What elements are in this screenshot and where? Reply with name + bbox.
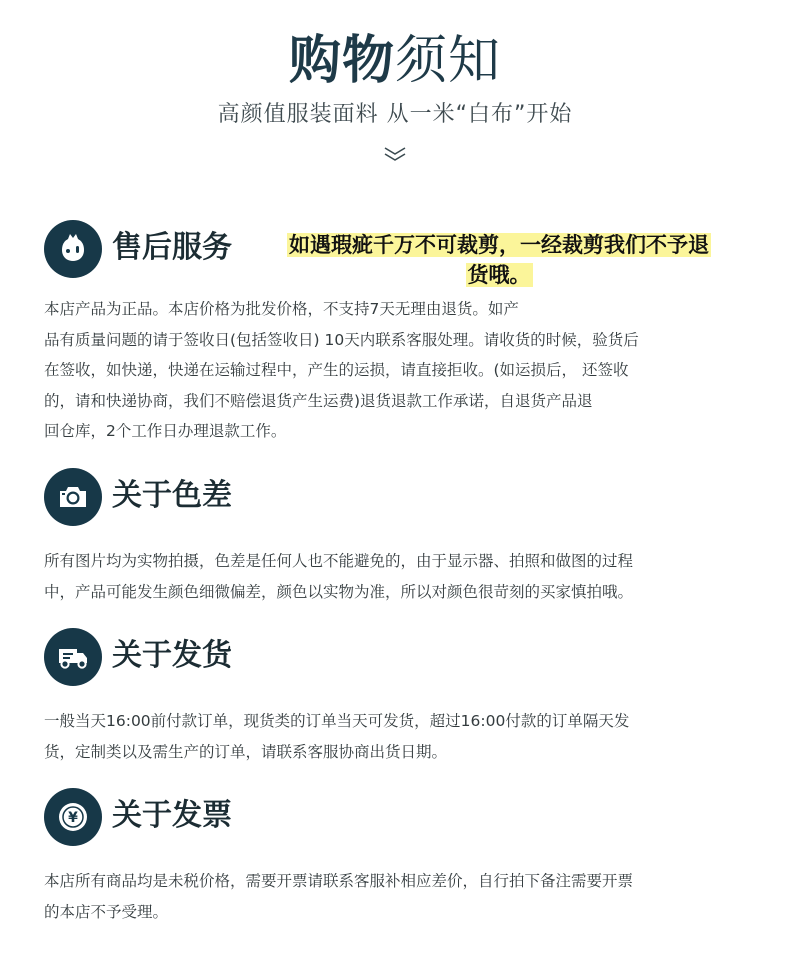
page-header	[0, 28, 790, 164]
section-body	[44, 546, 744, 607]
body-line: 所有图片均为实物拍摄，色差是任何人也不能避免的，由于显示器、拍照和做图的过程	[44, 552, 634, 570]
body-line: 本店所有商品均是未税价格，需要开票请联系客服补相应差价，自行拍下备注需要开票	[44, 872, 634, 890]
warning-line: 如遇瑕疵千万不可裁剪，一经裁剪我们不予退	[289, 233, 709, 257]
section-title: 售后服务	[112, 230, 232, 265]
yen-coin-icon	[44, 788, 102, 846]
warning-highlight	[254, 230, 744, 290]
body-line: 回仓库，2个工作日办理退款工作。	[44, 422, 287, 440]
section-after-sales	[44, 220, 744, 447]
section-shipping	[44, 628, 744, 767]
body-line: 的本店不予受理。	[44, 902, 169, 921]
body-line: 本店产品为正品。本店价格为批发价格，不支持7天无理由退货。如产	[44, 300, 519, 318]
bird-face-icon	[44, 220, 102, 278]
page-subtitle: 高颜值服装面料 从一米“白布”开始	[217, 102, 573, 127]
body-line: 的，请和快递协商，我们不赔偿退货产生运费)退货退款工作承诺，自退货产品退	[44, 391, 593, 410]
svg-text:¥: ¥	[68, 810, 78, 826]
warning-line: 货哦。	[467, 263, 531, 287]
section-header	[44, 468, 744, 530]
section-header	[44, 628, 744, 690]
page-title-light: 须知	[395, 31, 502, 91]
section-header	[44, 788, 744, 850]
double-chevron-down-icon	[382, 144, 408, 164]
section-body	[44, 706, 744, 767]
page-title-bold: 购物	[288, 31, 395, 91]
body-line: 品有质量问题的请于签收日(包括签收日) 10天内联系客服处理。请收货的时候，验货后	[44, 330, 639, 349]
delivery-truck-icon	[44, 628, 102, 686]
section-color-difference	[44, 468, 744, 607]
section-invoice	[44, 788, 744, 927]
section-title: 关于发货	[112, 638, 232, 673]
section-title: 关于色差	[112, 478, 232, 513]
body-line: 一般当天16:00前付款订单，现货类的订单当天可发货，超过16:00付款的订单隔天发	[44, 712, 630, 730]
section-header	[44, 220, 744, 287]
section-title: 关于发票	[112, 798, 232, 833]
camera-icon	[44, 468, 102, 526]
page-title	[0, 28, 790, 94]
body-line: 货，定制类以及需生产的订单，请联系客服协商出货日期。	[44, 742, 448, 761]
section-body	[44, 294, 744, 447]
body-line: 中，产品可能发生颜色细微偏差，颜色以实物为准，所以对颜色很苛刻的买家慎拍哦。	[44, 582, 634, 601]
body-line: 在签收，如快递，快递在运输过程中，产生的运损，请直接拒收。(如运损后， 还签收	[44, 361, 629, 379]
section-body	[44, 866, 744, 927]
